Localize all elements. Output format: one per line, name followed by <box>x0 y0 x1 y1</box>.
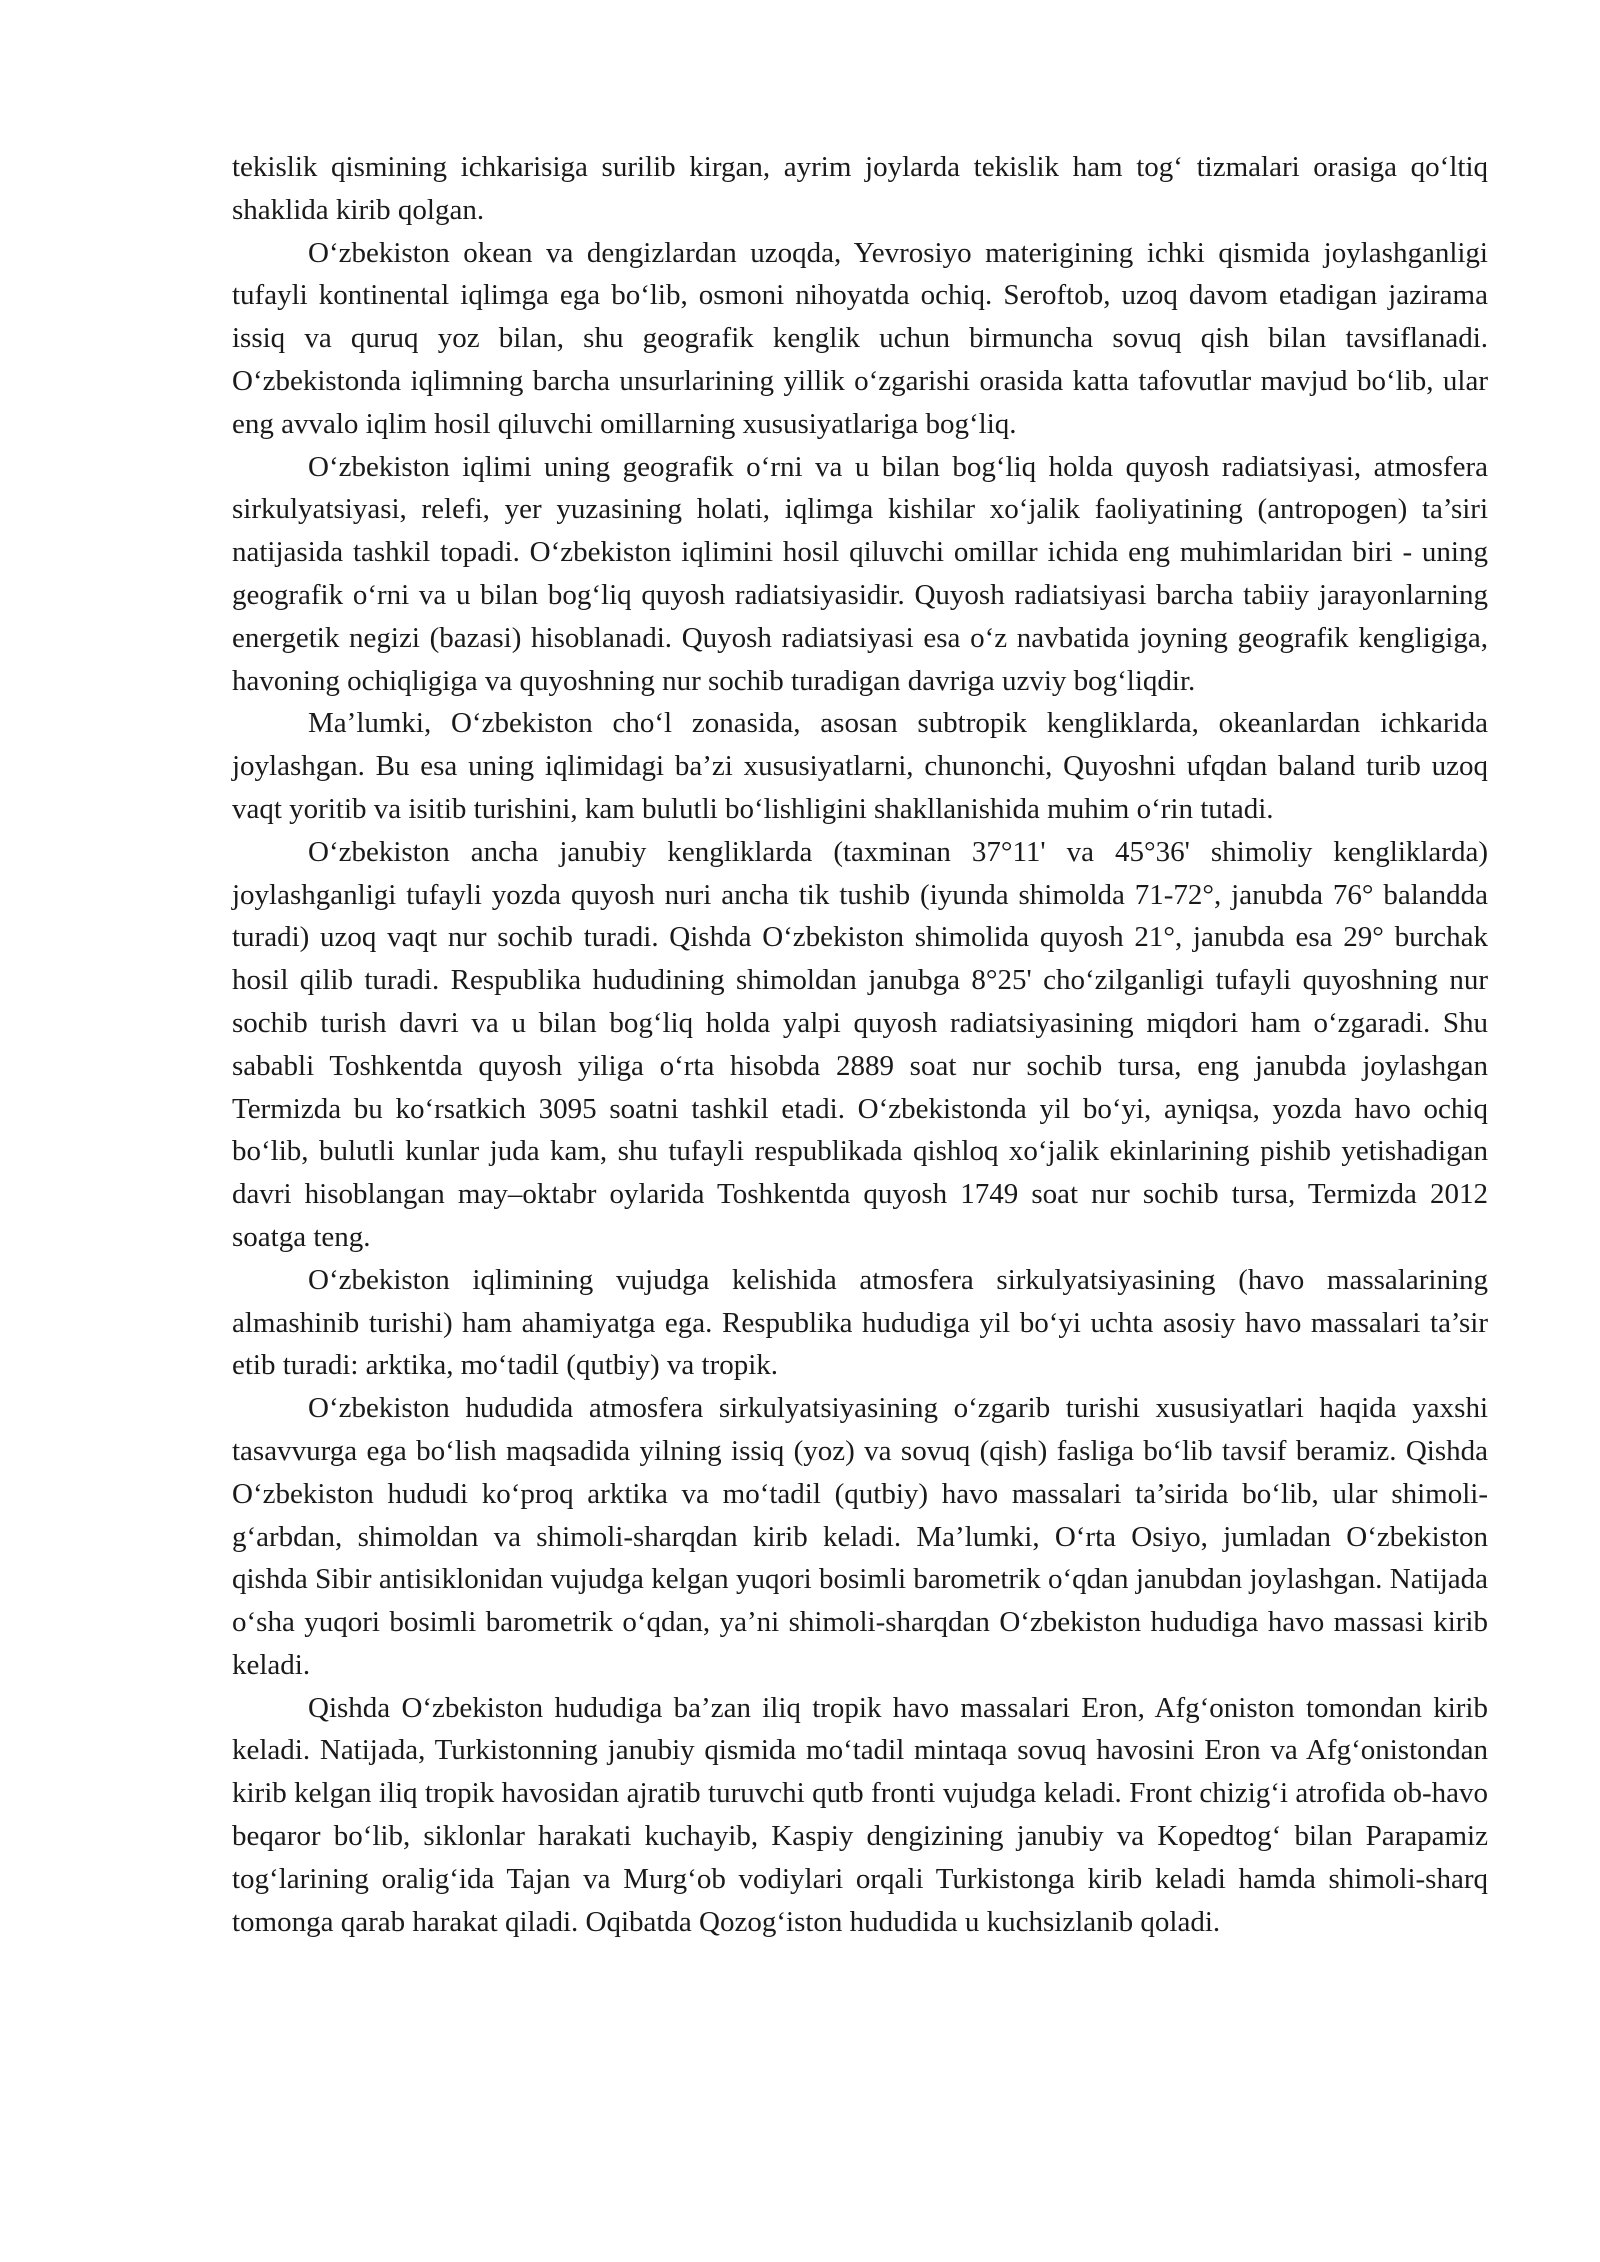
document-page <box>232 146 1488 1943</box>
paragraph-winter-air-masses: O‘zbekiston hududida atmosfera sirkulyatsiyasining o‘zgarib turishi xususiyatlari haqida yaxshi tasavvurga ega bo‘lish maqsadida yilning issiq (yoz) va sovuq (qish) fasliga bo‘lib tavsif beramiz. Qishda O‘zbekiston hududi ko‘proq arktika va mo‘tadil (qutbiy) havo massalari ta’sirida bo‘lib, ular shimoli-g‘arbdan, shimoldan va shimoli-sharqdan kirib keladi. Ma’lumki, O‘rta Osiyo, jumladan O‘zbekiston qishda Sibir antisiklonidan vujudga kelgan yuqori bosimli barometrik o‘qdan janubdan joylashgan. Natijada o‘sha yuqori bosimli barometrik o‘qdan, ya’ni shimoli-sharqdan O‘zbekiston hududiga havo massasi kirib keladi. <box>232 1392 1488 1681</box>
paragraph-continuation: tekislik qismining ichkarisiga surilib kirgan, ayrim joylarda tekislik ham tog‘ tizmalari orasiga qo‘ltiq shaklida kirib qolgan. <box>232 151 1488 226</box>
paragraph-atmospheric-circulation: O‘zbekiston iqlimining vujudga kelishida atmosfera sirkulyatsiyasining (havo massalarining almashinib turishi) ham ahamiyatga ega. Respublika hududiga yil bo‘yi uchta asosiy havo massalari ta’sir etib turadi: arktika, mo‘tadil (qutbiy) va tropik. <box>232 1263 1488 1382</box>
paragraph-solar-radiation: O‘zbekiston ancha janubiy kengliklarda (taxminan 37°11' va 45°36' shimoliy kengliklarda) joylashganligi tufayli yozda quyosh nuri ancha tik tushib (iyunda shimolda 71-72°, janubda 76° balandda turadi) uzoq vaqt nur sochib turadi. Qishda O‘zbekiston shimolida quyosh 21°, janubda esa 29° burchak hosil qilib turadi. Respublika hududining shimoldan janubga 8°25' cho‘zilganligi tufayli quyoshning nur sochib turish davri va u bilan bog‘liq holda yalpi quyosh radiatsiyasining miqdori ham o‘zgaradi. Shu sababli Toshkentda quyosh yiliga o‘rta hisobda 2889 soat nur sochib tursa, eng janubda joylashgan Termizda bu ko‘rsatkich 3095 soatni tashkil etadi. O‘zbekistonda yil bo‘yi, ayniqsa, yozda havo ochiq bo‘lib, bulutli kunlar juda kam, shu tufayli respublikada qishloq xo‘jalik ekinlarining pishib yetishadigan davri hisoblangan may–oktabr oylarida Toshkentda quyosh 1749 soat nur sochib tursa, Termizda 2012 soatga teng. <box>232 835 1488 1253</box>
paragraph-climate-overview: O‘zbekiston okean va dengizlardan uzoqda, Yevrosiyo materigining ichki qismida joylashganligi tufayli kontinental iqlimga ega bo‘lib, osmoni nihoyatda ochiq. Seroftob, uzoq davom etadigan jazirama issiq va quruq yoz bilan, shu geografik kenglik uchun birmuncha sovuq qish bilan tavsiflanadi. O‘zbekistonda iqlimning barcha unsurlarining yillik o‘zgarishi orasida katta tafovutlar mavjud bo‘lib, ular eng avvalo iqlim hosil qiluvchi omillarning xususiyatlariga bog‘liq. <box>232 236 1488 440</box>
paragraph-climate-factors: O‘zbekiston iqlimi uning geografik o‘rni va u bilan bog‘liq holda quyosh radiatsiyasi, atmosfera sirkulyatsiyasi, relefi, yer yuzasining holati, iqlimga kishilar xo‘jalik faoliyatining (antropogen) ta’siri natijasida tashkil topadi. O‘zbekiston iqlimini hosil qiluvchi omillar ichida eng muhimlaridan biri - uning geografik o‘rni va u bilan bog‘liq quyosh radiatsiyasidir. Quyosh radiatsiyasi barcha tabiiy jarayonlarning energetik negizi (bazasi) hisoblanadi. Quyosh radiatsiyasi esa o‘z navbatida joyning geografik kengligiga, havoning ochiqligiga va quyoshning nur sochib turadigan davriga uzviy bog‘liqdir. <box>232 450 1488 697</box>
paragraph-tropical-air-masses: Qishda O‘zbekiston hududiga ba’zan iliq tropik havo massalari Eron, Afg‘oniston tomondan kirib keladi. Natijada, Turkistonning janubiy qismida mo‘tadil mintaqa sovuq havosini Eron va Afg‘onistondan kirib kelgan iliq tropik havosidan ajratib turuvchi qutb fronti vujudga keladi. Front chizig‘i atrofida ob-havo beqaror bo‘lib, siklonlar harakati kuchayib, Kaspiy dengizining janubiy va Kopedtog‘ bilan Parapamiz tog‘larining oralig‘ida Tajan va Murg‘ob vodiylari orqali Turkistonga kirib keladi hamda shimoli-sharq tomonga qarab harakat qiladi. Oqibatda Qozog‘iston hududida u kuchsizlanib qoladi. <box>232 1691 1488 1938</box>
paragraph-location: Ma’lumki, O‘zbekiston cho‘l zonasida, asosan subtropik kengliklarda, okeanlardan ichkarida joylashgan. Bu esa uning iqlimidagi ba’zi xususiyatlarni, chunonchi, Quyoshni ufqdan baland turib uzoq vaqt yoritib va isitib turishini, kam bulutli bo‘lishligini shakllanishida muhim o‘rin tutadi. <box>232 707 1488 825</box>
